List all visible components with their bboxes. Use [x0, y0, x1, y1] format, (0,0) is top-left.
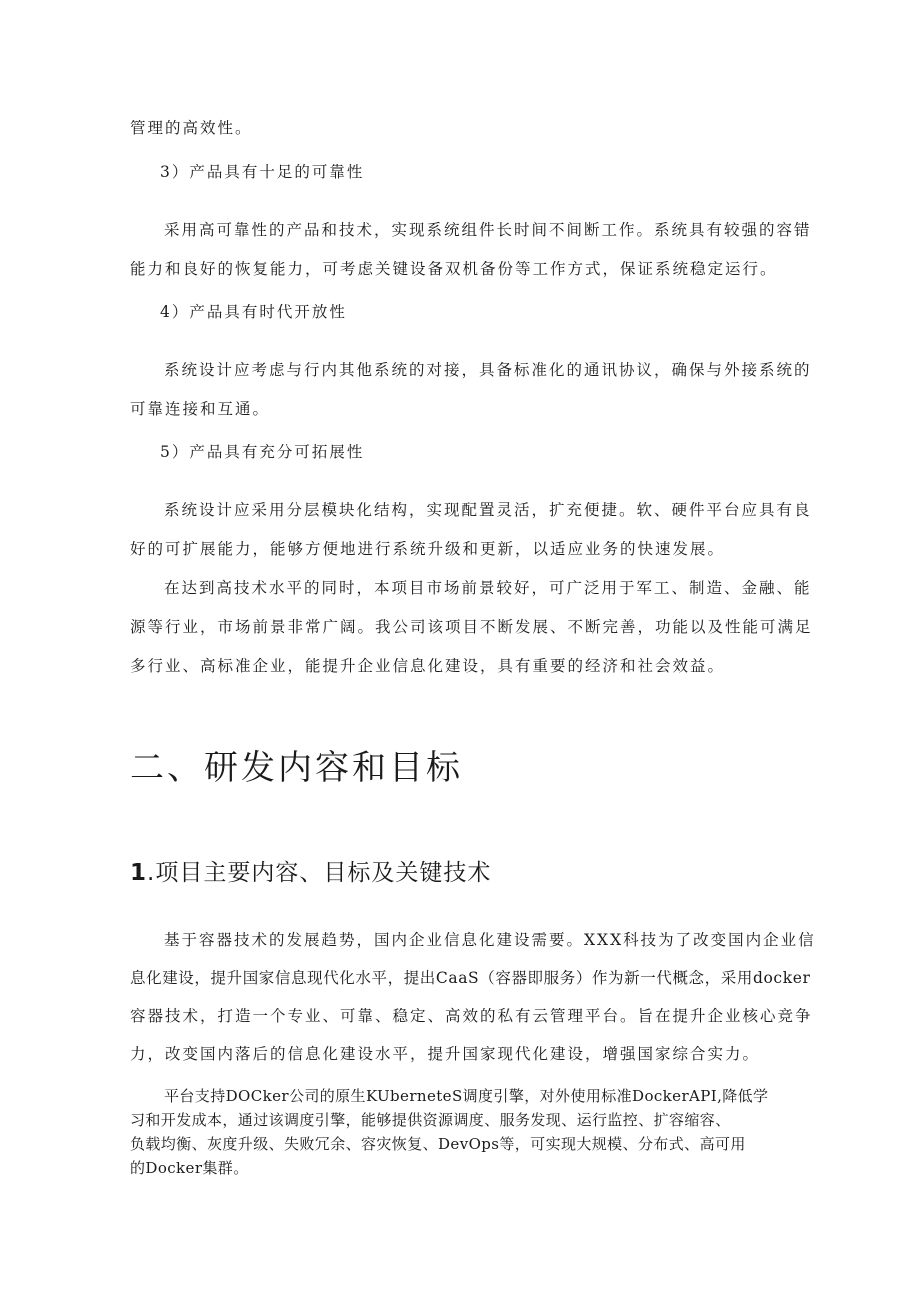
item5-title: 5）产品具有充分可拓展性: [160, 443, 365, 461]
subsection-heading: [130, 854, 491, 887]
para2-line-4: 的Docker集群。: [130, 1159, 249, 1177]
paragraph-tail: 管理的高效性。: [130, 119, 253, 137]
para1-line-4: 力，改变国内落后的信息化建设水平，提升国家现代化建设，增强国家综合实力。: [130, 1045, 761, 1063]
para1-line-2: 息化建设，提升国家信息现代化水平，提出CaaS（容器即服务）作为新一代概念，采用docker: [130, 969, 811, 987]
item3-line-2: 能力和良好的恢复能力，可考虑关键设备双机备份等工作方式，保证系统稳定运行。: [130, 260, 778, 278]
item5-line-1: 系统设计应采用分层模块化结构，实现配置灵活，扩充便捷。软、硬件平台应具有良: [164, 501, 812, 519]
para2-line-3: 负载均衡、灰度升级、失败冗余、容灾恢复、DevOps等，可实现大规模、分布式、高可用: [130, 1135, 746, 1153]
para2-line-1: 平台支持DOCker公司的原生KUberneteS调度引擎，对外使用标准DockerAPI,降低学: [164, 1087, 769, 1105]
market-line-3: 多行业、高标准企业，能提升企业信息化建设，具有重要的经济和社会效益。: [130, 657, 726, 675]
item4-line-1: 系统设计应考虑与行内其他系统的对接，具备标准化的通讯协议，确保与外接系统的: [164, 361, 812, 379]
item3-line-1: 采用高可靠性的产品和技术，实现系统组件长时间不间断工作。系统具有较强的容错: [164, 221, 812, 239]
subsection-number: 1: [130, 860, 148, 886]
para1-line-1: 基于容器技术的发展趋势，国内企业信息化建设需要。XXX科技为了改变国内企业信: [164, 931, 816, 949]
item5-line-2: 好的可扩展能力，能够方便地进行系统升级和更新，以适应业务的快速发展。: [130, 540, 726, 558]
item4-line-2: 可靠连接和互通。: [130, 400, 271, 418]
item4-title: 4）产品具有时代开放性: [160, 303, 347, 321]
section-heading: 二、研发内容和目标: [130, 748, 463, 788]
market-line-1: 在达到高技术水平的同时，本项目市场前景较好，可广泛用于军工、制造、金融、能: [164, 579, 812, 597]
market-line-2: 源等行业，市场前景非常广阔。我公司该项目不断发展、不断完善，功能以及性能可满足: [130, 618, 813, 636]
subsection-title: .项目主要内容、目标及关键技术: [147, 860, 492, 886]
para1-line-3: 容器技术，打造一个专业、可靠、稳定、高效的私有云管理平台。旨在提升企业核心竞争: [130, 1007, 813, 1025]
item3-title: 3）产品具有十足的可靠性: [160, 163, 365, 181]
para2-line-2: 习和开发成本，通过该调度引擎，能够提供资源调度、服务发现、运行监控、扩容缩容、: [130, 1111, 731, 1129]
